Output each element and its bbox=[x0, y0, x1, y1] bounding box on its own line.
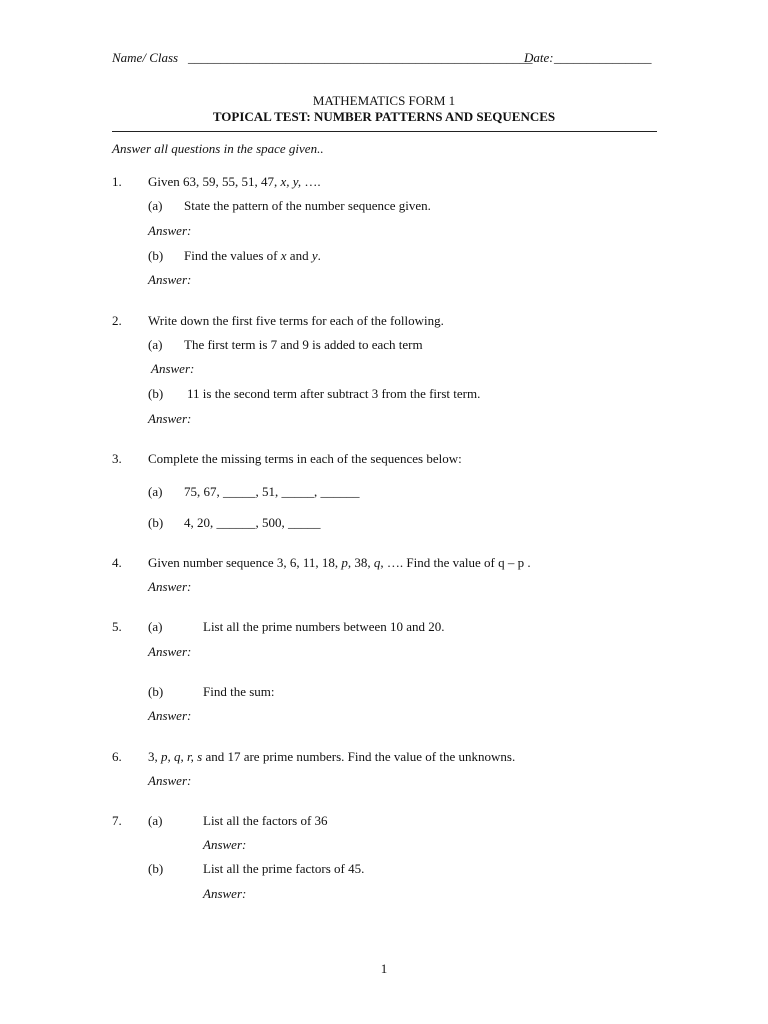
part-label: (a) bbox=[148, 198, 163, 213]
part-label: (a) bbox=[148, 813, 163, 828]
question-2b-text: 11 is the second term after subtract 3 from the first term. bbox=[187, 386, 481, 401]
question-number: 6. bbox=[112, 749, 122, 764]
question-4-suffix: , …. Find the value of q – p . bbox=[380, 555, 531, 570]
test-title: TOPICAL TEST: NUMBER PATTERNS AND SEQUENCES bbox=[212, 109, 556, 124]
answer-label[interactable]: Answer: bbox=[151, 361, 195, 376]
variable-y: y bbox=[311, 248, 318, 263]
part-label: (a) bbox=[148, 619, 163, 634]
question-3b-sequence[interactable]: 4, 20, ______, 500, _____ bbox=[184, 515, 321, 530]
answer-label[interactable]: Answer: bbox=[148, 708, 192, 723]
part-label: (b) bbox=[148, 248, 164, 263]
name-class-blank[interactable]: _____________________________________________________ bbox=[188, 50, 533, 65]
question-number: 7. bbox=[112, 813, 122, 828]
question-1-stem-vars: x, y, bbox=[280, 174, 302, 189]
name-class-label: Name/ Class bbox=[112, 50, 179, 65]
question-1b-prefix: Find the values of bbox=[184, 248, 278, 263]
question-1-stem-suffix: …. bbox=[304, 174, 321, 189]
question-6-stem bbox=[148, 750, 515, 763]
question-1b-text bbox=[184, 249, 321, 262]
title-divider bbox=[112, 131, 657, 132]
answer-label[interactable]: Answer: bbox=[203, 837, 247, 852]
date-blank[interactable]: _______________ bbox=[554, 50, 652, 65]
variable-p: p bbox=[341, 555, 348, 570]
question-3a-sequence[interactable]: 75, 67, _____, 51, _____, ______ bbox=[184, 484, 360, 499]
question-number: 5. bbox=[112, 619, 122, 634]
question-5b-text: Find the sum: bbox=[203, 684, 275, 699]
question-number: 1. bbox=[112, 174, 122, 189]
part-label: (b) bbox=[148, 861, 164, 876]
question-1a-text: State the pattern of the number sequence given. bbox=[184, 198, 431, 213]
variable-x: x bbox=[280, 248, 287, 263]
question-7b-text: List all the prime factors of 45. bbox=[203, 861, 365, 876]
part-label: (a) bbox=[148, 484, 163, 499]
answer-label[interactable]: Answer: bbox=[148, 272, 192, 287]
question-4-prefix: Given number sequence 3, 6, 11, 18, bbox=[148, 555, 339, 570]
question-number: 2. bbox=[112, 313, 122, 328]
answer-label[interactable]: Answer: bbox=[148, 223, 192, 238]
answer-label[interactable]: Answer: bbox=[148, 411, 192, 426]
question-6-prefix: 3, bbox=[148, 749, 158, 764]
answer-label[interactable]: Answer: bbox=[148, 773, 192, 788]
question-number: 4. bbox=[112, 555, 122, 570]
answer-label[interactable]: Answer: bbox=[148, 579, 192, 594]
part-label: (b) bbox=[148, 684, 164, 699]
variable-q: q bbox=[373, 555, 381, 570]
part-label: (b) bbox=[148, 386, 164, 401]
part-label: (b) bbox=[148, 515, 164, 530]
question-1b-and: and bbox=[289, 248, 309, 263]
question-1b-period: . bbox=[317, 248, 321, 263]
question-1-stem bbox=[148, 175, 321, 188]
question-5a-text: List all the prime numbers between 10 and 20. bbox=[203, 619, 445, 634]
question-6-vars: p, q, r, s bbox=[161, 749, 203, 764]
question-1-stem-prefix: Given 63, 59, 55, 51, 47, bbox=[148, 174, 278, 189]
part-label: (a) bbox=[148, 337, 163, 352]
question-6-suffix: and 17 are prime numbers. Find the value of the unknowns. bbox=[205, 749, 516, 764]
question-2a-text: The first term is 7 and 9 is added to each term bbox=[184, 337, 423, 352]
subject-title: MATHEMATICS FORM 1 bbox=[312, 93, 456, 108]
question-4-mid: , 38, bbox=[347, 555, 371, 570]
question-7a-text: List all the factors of 36 bbox=[203, 813, 328, 828]
page-number: 1 bbox=[380, 961, 388, 976]
date-label: Date: bbox=[524, 50, 554, 65]
question-4-stem bbox=[148, 556, 531, 569]
answer-label[interactable]: Answer: bbox=[203, 886, 247, 901]
question-2-stem: Write down the first five terms for each of the following. bbox=[148, 313, 444, 328]
instruction-text: Answer all questions in the space given.. bbox=[112, 141, 324, 156]
answer-label[interactable]: Answer: bbox=[148, 644, 192, 659]
question-number: 3. bbox=[112, 451, 122, 466]
question-3-stem: Complete the missing terms in each of the sequences below: bbox=[148, 451, 462, 466]
